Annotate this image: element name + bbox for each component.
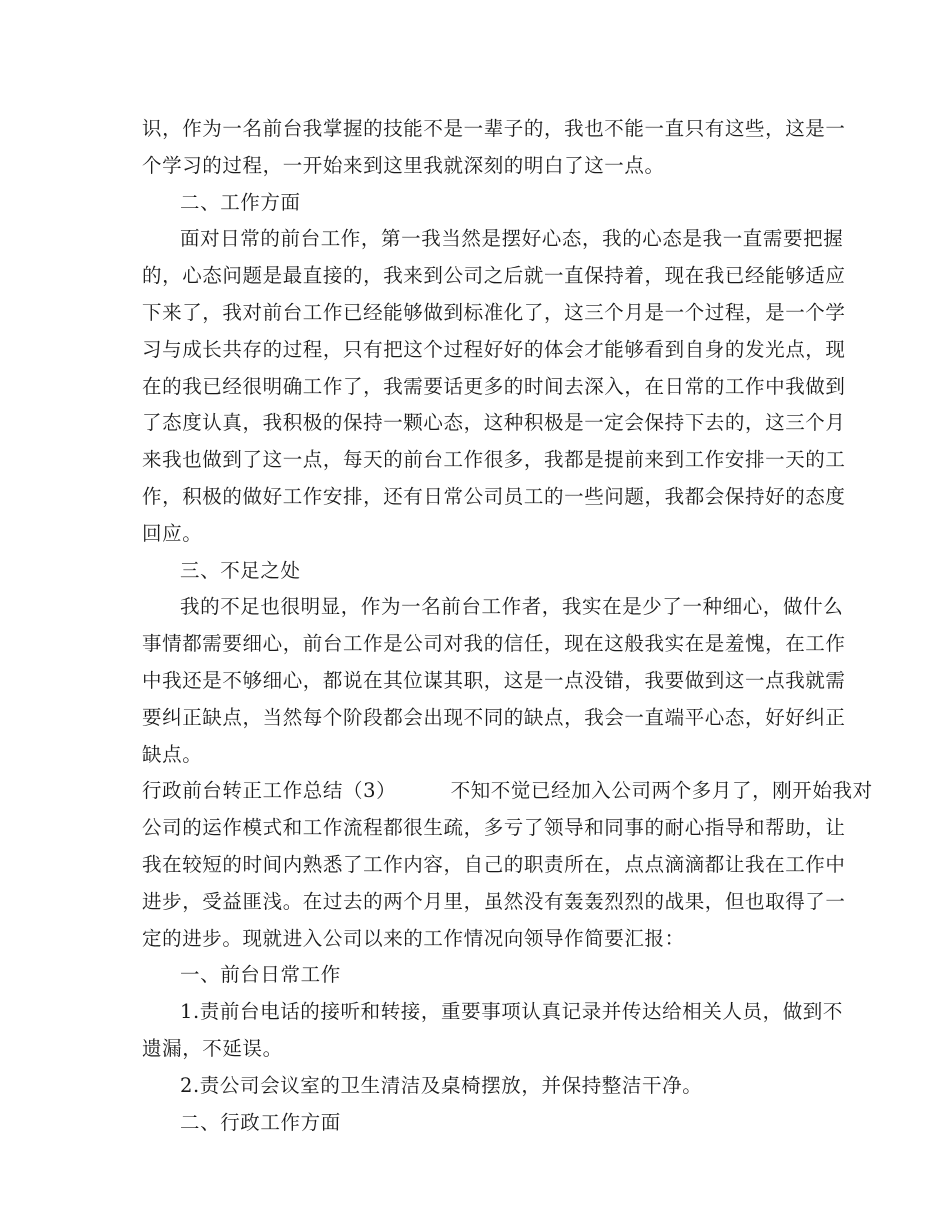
text-line: 面对日常的前台工作，第一我当然是摆好心态，我的心态是我一直需要把握 — [180, 227, 844, 251]
text-line: 了态度认真，我积极的保持一颗心态，这种积极是一定会保持下去的，这三个月 — [142, 411, 846, 435]
text-line: 2.责公司会议室的卫生清洁及桌椅摆放，并保持整洁干净。 — [180, 1073, 703, 1097]
text-line: 公司的运作模式和工作流程都很生疏，多亏了领导和同事的耐心指导和帮助，让 — [142, 816, 846, 840]
text-line: 个学习的过程，一开始来到这里我就深刻的明白了这一点。 — [142, 153, 665, 177]
text-line: 事情都需要细心，前台工作是公司对我的信任，现在这般我实在是羞愧，在工作 — [142, 632, 846, 656]
text-line: 缺点。 — [142, 742, 203, 766]
text-line: 进步，受益匪浅。在过去的两个月里，虽然没有轰轰烈烈的战果，但也取得了一 — [142, 889, 846, 913]
text-line: 二、行政工作方面 — [180, 1110, 341, 1134]
text-line: 的，心态问题是最直接的，我来到公司之后就一直保持着，现在我已经能够适应 — [142, 264, 846, 288]
text-line: 一、前台日常工作 — [180, 963, 341, 987]
text-line: 在的我已经很明确工作了，我需要话更多的时间去深入，在日常的工作中我做到 — [142, 374, 846, 398]
text-line: 要纠正缺点，当然每个阶段都会出现不同的缺点，我会一直端平心态，好好纠正 — [142, 705, 846, 729]
text-line: 三、不足之处 — [180, 558, 301, 582]
text-line: 识，作为一名前台我掌握的技能不是一辈子的，我也不能一直只有这些，这是一 — [142, 117, 846, 140]
text-line: 习与成长共存的过程，只有把这个过程好好的体会才能够看到自身的发光点，现 — [142, 337, 846, 361]
text-line: 我的不足也很明显，作为一名前台工作者，我实在是少了一种细心，做什么 — [180, 595, 844, 619]
document-body — [142, 111, 873, 1141]
text-line: 来我也做到了这一点，每天的前台工作很多，我都是提前来到工作安排一天的工 — [142, 448, 846, 472]
text-line: 作，积极的做好工作安排，还有日常公司员工的一些问题，我都会保持好的态度 — [142, 484, 846, 508]
text-line: 定的进步。现就进入公司以来的工作情况向领导作简要汇报： — [142, 926, 685, 950]
text-line: 回应。 — [142, 521, 203, 545]
text-line: 我在较短的时间内熟悉了工作内容，自己的职责所在，点点滴滴都让我在工作中 — [142, 852, 846, 876]
text-line: 1.责前台电话的接听和转接，重要事项认真记录并传达给相关人员，做到不 — [180, 1000, 844, 1024]
text-line: 遗漏，不延误。 — [142, 1036, 283, 1060]
text-line: 行政前台转正工作总结（3） 不知不觉已经加入公司两个多月了，刚开始我对 — [142, 779, 873, 803]
text-line: 下来了，我对前台工作已经能够做到标准化了，这三个月是一个过程，是一个学 — [142, 300, 846, 324]
text-line: 中我还是不够细心，都说在其位谋其职，这是一点没错，我要做到这一点我就需 — [142, 668, 846, 692]
text-line: 二、工作方面 — [180, 190, 301, 214]
